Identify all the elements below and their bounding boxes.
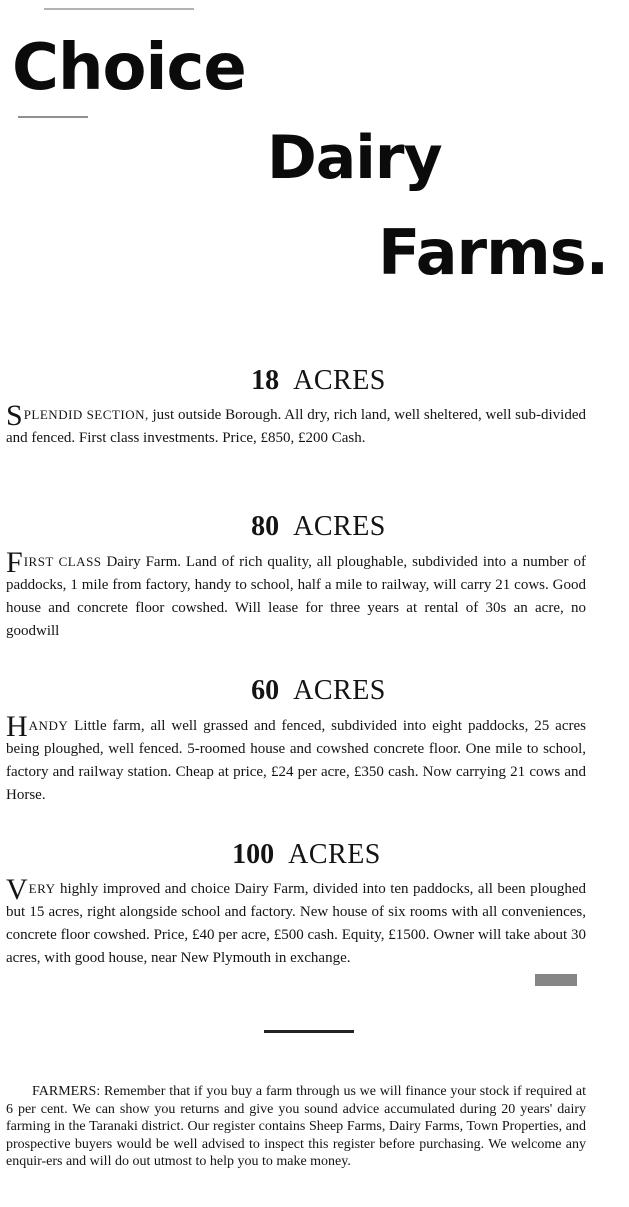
listing-1-acreage	[4, 367, 629, 395]
listing-text: Dairy Farm. Land of rich quality, all ploughable, subdivided into a number of paddocks, 1 mile from factory, handy to school, half a mile to railway, will carry 21 cows. Good house and concrete floor cowshed. Will lease for three years at rental of 30s an acre, no goodwill	[6, 554, 586, 639]
drop-capital-rest: ANDY	[28, 718, 69, 733]
listing-2-description	[6, 546, 586, 643]
headline-choice: Choice	[12, 31, 246, 105]
print-smudge	[18, 116, 88, 118]
listing-4-description	[6, 873, 586, 970]
acreage-unit: ACRES	[293, 365, 386, 396]
listing-3-acreage	[4, 677, 629, 705]
listing-1-description	[6, 399, 586, 450]
drop-capital: F	[6, 546, 23, 579]
headline-farms: Farms.	[378, 216, 609, 289]
listing-2-acreage	[4, 513, 629, 541]
drop-capital: H	[6, 710, 28, 743]
acreage-number: 100	[232, 839, 275, 870]
headline-dairy: Dairy	[267, 123, 442, 193]
drop-capital-rest: ERY	[28, 881, 56, 896]
drop-capital-rest: PLENDID SECTION,	[23, 407, 149, 422]
drop-capital-rest: IRST CLASS	[23, 554, 102, 569]
acreage-unit: ACRES	[293, 511, 386, 542]
acreage-number: 80	[251, 511, 280, 542]
print-smudge	[535, 974, 577, 986]
drop-capital: S	[6, 399, 23, 432]
farmers-notice-text: FARMERS: Remember that if you buy a farm through us we will finance your stock if required at 6 per cent. We can show you returns and give you sound advice accumulated during 20 years' dairy farming in the Taranaki district. Our register contains Sheep Farms, Dairy Farms, Town Properties, and prospective buyers would be well advised to inspect this register before purchasing. We welcome any enquir-ers and will do out utmost to help you to make money.	[6, 1084, 586, 1169]
acreage-unit: ACRES	[293, 675, 386, 706]
acreage-unit: ACRES	[288, 839, 381, 870]
print-smudge	[44, 8, 194, 10]
divider-rule	[264, 1030, 354, 1033]
acreage-number: 18	[251, 365, 280, 396]
drop-capital: V	[6, 873, 28, 906]
farmers-notice	[6, 1083, 586, 1171]
listing-text: Little farm, all well grassed and fenced, subdivided into eight paddocks, 25 acres being ploughed, well fenced. 5-roomed house and cowshed concrete floor. One mile to school, factory and railway station. Cheap at price, £24 per acre, £350 cash. Now carrying 21 cows and Horse.	[6, 718, 586, 803]
listing-3-description	[6, 710, 586, 807]
listing-text: highly improved and choice Dairy Farm, divided into ten paddocks, all been ploughed but 15 acres, right alongside school and factory. New house of six rooms with all conveniences, concrete floor cowshed. Price, £40 per acre, £500 cash. Equity, £1500. Owner will take about 30 acres, with good house, near New Plymouth in exchange.	[6, 881, 586, 966]
acreage-number: 60	[251, 675, 280, 706]
listing-text: just outside Borough. All dry, rich land, well sheltered, well sub-divided and fenced. First class investments. Price, £850, £200 Cash.	[6, 407, 586, 446]
listing-4-acreage	[0, 841, 621, 869]
